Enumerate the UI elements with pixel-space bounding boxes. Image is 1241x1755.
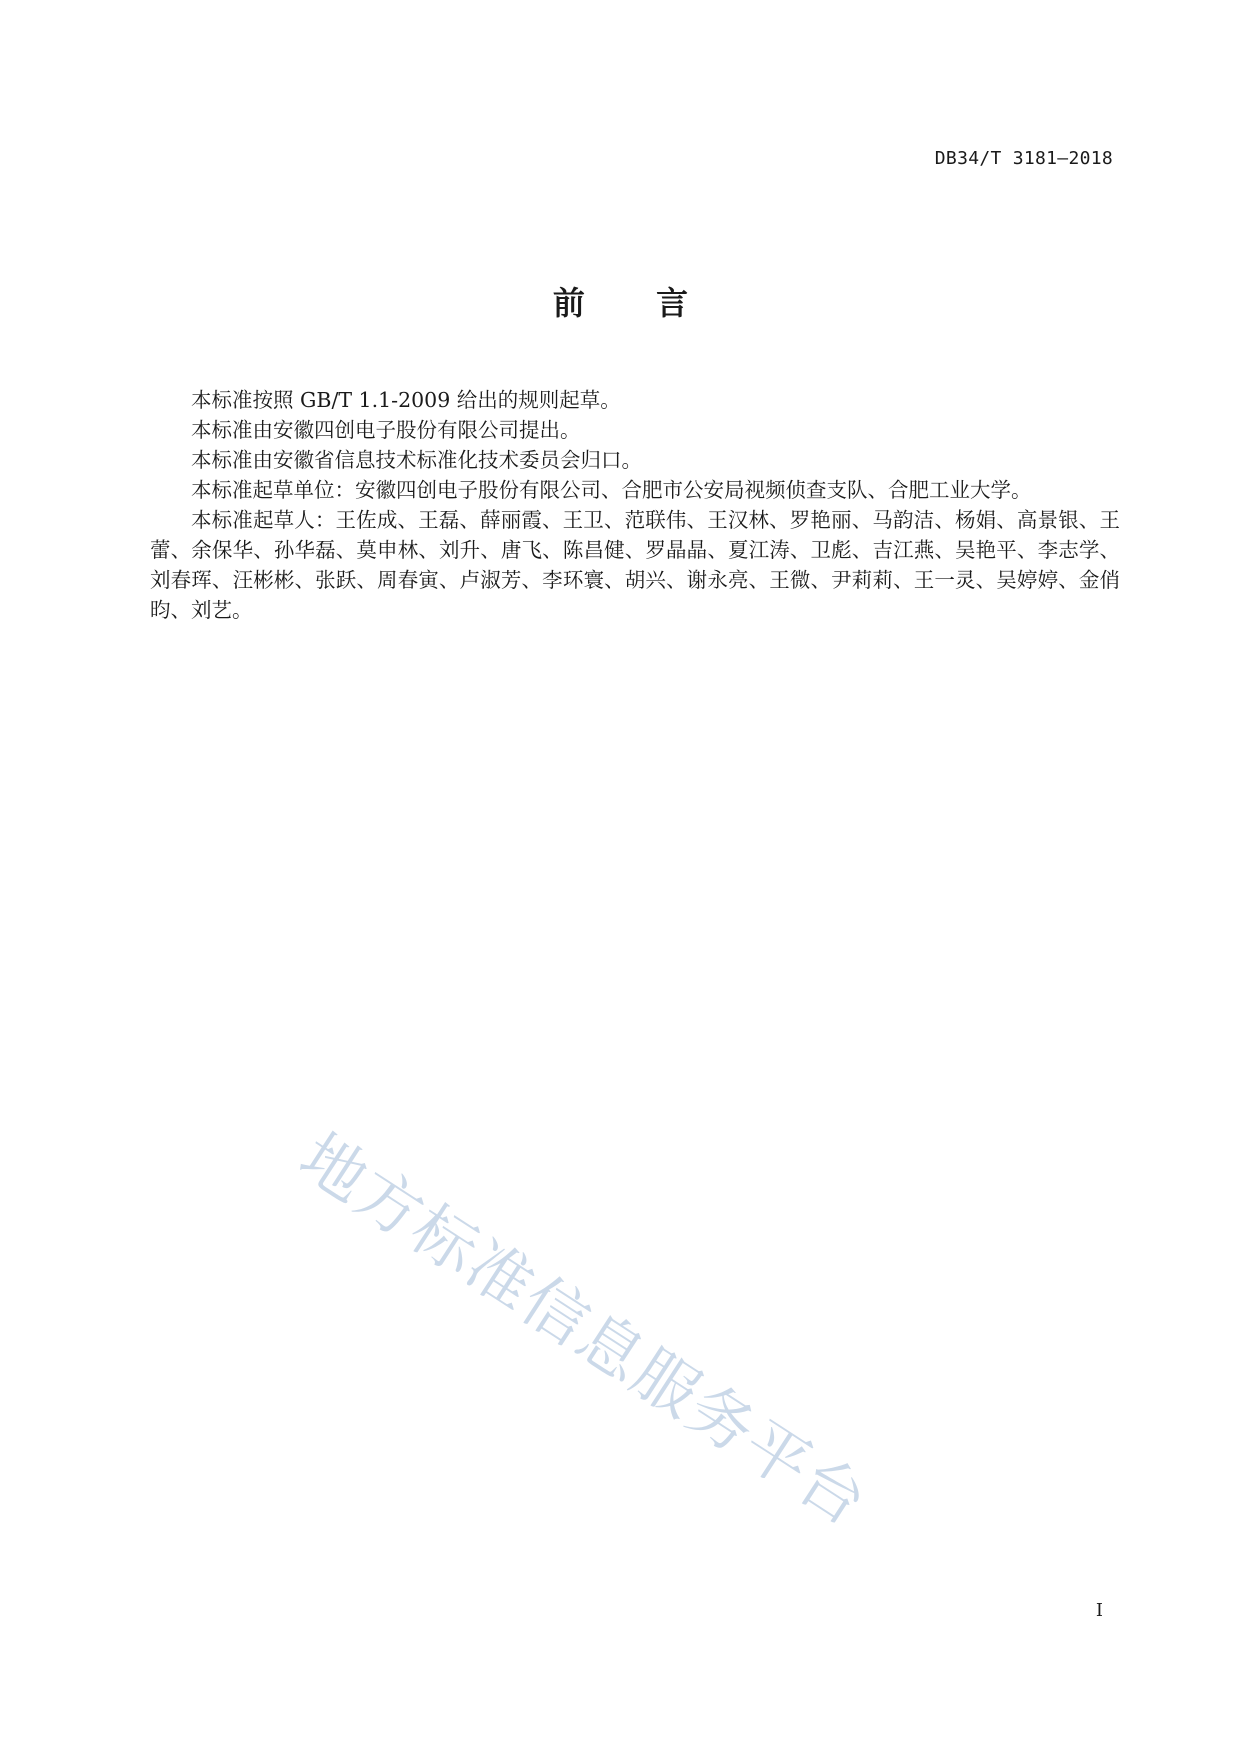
page-title: 前 言 [552, 284, 719, 322]
paragraph-technical-committee: 本标准由安徽省信息技术标准化技术委员会归口。 [191, 448, 642, 472]
page-number: I [1095, 1600, 1103, 1621]
watermark: 地方标准信息服务平台 [286, 1120, 881, 1542]
paragraph-drafting-rules: 本标准按照 GB/T 1.1-2009 给出的规则起草。 [191, 388, 621, 412]
paragraph-drafters: 本标准起草人：王佐成、王磊、薛丽霞、王卫、范联伟、王汉林、罗艳丽、马韵洁、杨娟、高景银、王蕾、余保华、孙华磊、莫申林、刘升、唐飞、陈昌健、罗晶晶、夏江涛、卫彪、吉江燕、吴艳平、李志学、刘春珲、汪彬彬、张跃、周春寅、卢淑芳、李环寰、胡兴、谢永亮、王微、尹莉莉、王一灵、吴婷婷、金俏昀、刘艺。 [150, 508, 1120, 622]
paragraph-proposer: 本标准由安徽四创电子股份有限公司提出。 [191, 418, 581, 442]
paragraph-drafting-units: 本标准起草单位：安徽四创电子股份有限公司、合肥市公安局视频侦查支队、合肥工业大学。 [191, 478, 1032, 502]
foreword-body [150, 385, 1120, 625]
standard-code: DB34/T 3181—2018 [934, 148, 1113, 169]
